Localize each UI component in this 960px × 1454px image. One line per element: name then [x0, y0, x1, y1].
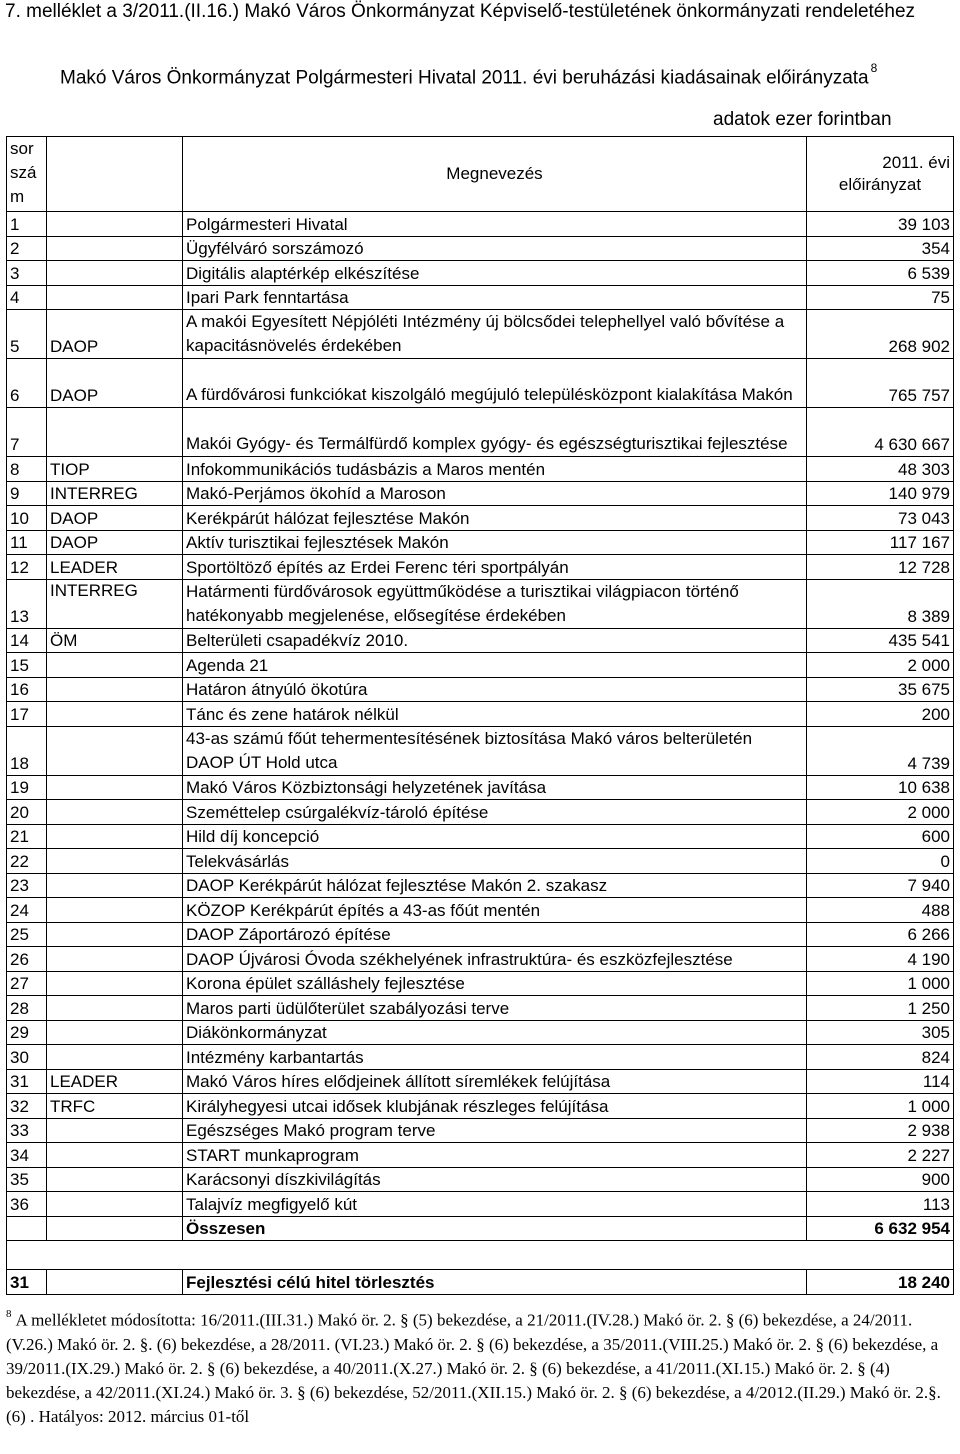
row-amount: 6 266 — [807, 922, 954, 947]
row-number: 33 — [7, 1118, 47, 1143]
row-name: Infokommunikációs tudásbázis a Maros mentén — [183, 457, 807, 482]
row-name: KÖZOP Kerékpárút építés a 43-as főút mentén — [183, 898, 807, 923]
row-program-code — [47, 1118, 183, 1143]
row-program-code — [47, 285, 183, 310]
row-number: 3 — [7, 261, 47, 286]
loan-amount: 18 240 — [807, 1270, 954, 1295]
row-name: 43-as számú főút tehermentesítésének biztosítása Makó város belterületén DAOP ÚT Hold utca — [183, 726, 807, 775]
row-number: 32 — [7, 1094, 47, 1119]
total-code-cell — [47, 1216, 183, 1241]
table-row — [7, 653, 954, 678]
row-amount: 8 389 — [807, 579, 954, 628]
row-program-code — [47, 1167, 183, 1192]
row-amount: 12 728 — [807, 555, 954, 580]
row-amount: 1 000 — [807, 1094, 954, 1119]
table-row — [7, 285, 954, 310]
row-number: 22 — [7, 849, 47, 874]
row-number: 5 — [7, 310, 47, 359]
row-name: DAOP Kerékpárút hálózat fejlesztése Makón 2. szakasz — [183, 873, 807, 898]
table-row — [7, 555, 954, 580]
row-program-code — [47, 1192, 183, 1217]
row-amount: 354 — [807, 236, 954, 261]
header-code-cell — [47, 137, 183, 212]
row-number: 2 — [7, 236, 47, 261]
table-row — [7, 1020, 954, 1045]
table-row — [7, 971, 954, 996]
total-number-cell — [7, 1216, 47, 1241]
row-name: Sportöltöző építés az Erdei Ferenc téri sportpályán — [183, 555, 807, 580]
row-name: Makói Gyógy- és Termálfürdő komplex gyógy- és egészségturisztikai fejlesztése — [183, 408, 807, 457]
row-name: Ipari Park fenntartása — [183, 285, 807, 310]
row-program-code — [47, 971, 183, 996]
row-number: 9 — [7, 481, 47, 506]
row-program-code: DAOP — [47, 310, 183, 359]
row-number: 27 — [7, 971, 47, 996]
header-amount — [807, 137, 954, 212]
document-title-text: Makó Város Önkormányzat Polgármesteri Hivatal 2011. évi beruházási kiadásainak előirányzata — [60, 67, 869, 89]
table-row — [7, 677, 954, 702]
row-name: Királyhegyesi utcai idősek klubjának részleges felújítása — [183, 1094, 807, 1119]
row-program-code — [47, 236, 183, 261]
footnote — [6, 1304, 954, 1429]
loan-repayment-row — [7, 1270, 954, 1295]
table-row — [7, 236, 954, 261]
row-amount: 39 103 — [807, 212, 954, 237]
row-number: 11 — [7, 530, 47, 555]
row-number: 24 — [7, 898, 47, 923]
row-number: 36 — [7, 1192, 47, 1217]
row-number: 14 — [7, 628, 47, 653]
row-number: 6 — [7, 359, 47, 408]
footnote-text: A mellékletet módosította: 16/2011.(III.31.) Makó ör. 2. § (5) bekezdése, a 21/2011.(IV.28.) Makó ör. 2. § (6) bekezdése, a 24/2011.(V.26.) Makó ör. 2. §. (6) bekezdése, a 28/2011. (VI.23.) Makó ör. 2. § (6) bekezdése, a 35/2011.(VIII.25.) Makó ör. 2. § (6) bekezdése, a 39/2011.(IX.29.) Makó ör. 2. § (6) bekezdése, a 40/2011.(X.27.) Makó ör. 2. § (6) bekezdése, a 41/2011.(XI.15.) Makó ör. 2. § (4) bekezdése, a 42/2011.(XI.24.) Makó ör. 3. § (6) bekezdése, 52/2011.(XII.15.) Makó ör. 2. § (6) bekezdése, a 4/2012.(II.29.) Makó ör. 2.§. (6) . Hatályos: 2012. március 01-től — [6, 1310, 941, 1426]
row-name: DAOP Újvárosi Óvoda székhelyének infrastruktúra- és eszközfejlesztése — [183, 947, 807, 972]
row-amount: 824 — [807, 1045, 954, 1070]
row-number: 31 — [7, 1069, 47, 1094]
row-amount: 4 630 667 — [807, 408, 954, 457]
row-program-code — [47, 849, 183, 874]
row-amount: 435 541 — [807, 628, 954, 653]
row-amount: 0 — [807, 849, 954, 874]
row-amount: 7 940 — [807, 873, 954, 898]
table-row — [7, 457, 954, 482]
document-title — [60, 60, 877, 90]
row-program-code: DAOP — [47, 506, 183, 531]
row-number: 28 — [7, 996, 47, 1021]
row-name: Intézmény karbantartás — [183, 1045, 807, 1070]
row-program-code — [47, 1045, 183, 1070]
row-amount: 1 000 — [807, 971, 954, 996]
row-name: Polgármesteri Hivatal — [183, 212, 807, 237]
row-amount: 2 000 — [807, 800, 954, 825]
row-name: Egészséges Makó program terve — [183, 1118, 807, 1143]
row-name: Hild díj koncepció — [183, 824, 807, 849]
row-amount: 6 539 — [807, 261, 954, 286]
row-program-code — [47, 922, 183, 947]
spacer-row — [7, 1241, 954, 1270]
row-program-code — [47, 873, 183, 898]
table-row — [7, 1094, 954, 1119]
table-row — [7, 947, 954, 972]
row-program-code: LEADER — [47, 1069, 183, 1094]
loan-label: Fejlesztési célú hitel törlesztés — [183, 1270, 807, 1295]
table-row — [7, 873, 954, 898]
row-number: 17 — [7, 702, 47, 727]
table-row — [7, 1045, 954, 1070]
row-number: 15 — [7, 653, 47, 678]
table-row — [7, 996, 954, 1021]
table-row — [7, 408, 954, 457]
row-name: Digitális alaptérkép elkészítése — [183, 261, 807, 286]
table-row — [7, 898, 954, 923]
row-number: 7 — [7, 408, 47, 457]
row-program-code — [47, 677, 183, 702]
row-amount: 113 — [807, 1192, 954, 1217]
row-program-code — [47, 1020, 183, 1045]
row-number: 12 — [7, 555, 47, 580]
row-number: 1 — [7, 212, 47, 237]
table-row — [7, 1143, 954, 1168]
row-program-code — [47, 653, 183, 678]
row-number: 35 — [7, 1167, 47, 1192]
row-name: A makói Egyesített Népjóléti Intézmény új bölcsődei telephellyel való bővítése a kapacitásnövelés érdekében — [183, 310, 807, 359]
row-program-code: DAOP — [47, 530, 183, 555]
row-number: 29 — [7, 1020, 47, 1045]
total-label: Összesen — [183, 1216, 807, 1241]
row-number: 19 — [7, 775, 47, 800]
row-amount: 2 938 — [807, 1118, 954, 1143]
table-row — [7, 849, 954, 874]
row-amount: 765 757 — [807, 359, 954, 408]
footnote-reference: 8 — [870, 61, 878, 75]
row-name: Makó-Perjámos ökohíd a Maroson — [183, 481, 807, 506]
row-amount: 305 — [807, 1020, 954, 1045]
row-name: Telekvásárlás — [183, 849, 807, 874]
row-amount: 10 638 — [807, 775, 954, 800]
row-amount: 2 227 — [807, 1143, 954, 1168]
row-name: DAOP Záportározó építése — [183, 922, 807, 947]
row-program-code — [47, 1143, 183, 1168]
row-program-code: TIOP — [47, 457, 183, 482]
row-program-code — [47, 947, 183, 972]
row-number: 21 — [7, 824, 47, 849]
row-program-code — [47, 212, 183, 237]
row-program-code — [47, 898, 183, 923]
row-amount: 117 167 — [807, 530, 954, 555]
table-row — [7, 1192, 954, 1217]
row-name: START munkaprogram — [183, 1143, 807, 1168]
table-row — [7, 481, 954, 506]
row-amount: 2 000 — [807, 653, 954, 678]
footnote-mark: 8 — [6, 1308, 12, 1320]
header-row-number: sor szá m — [7, 137, 47, 212]
table-row — [7, 702, 954, 727]
row-number: 8 — [7, 457, 47, 482]
row-number: 20 — [7, 800, 47, 825]
row-program-code — [47, 824, 183, 849]
row-program-code: TRFC — [47, 1094, 183, 1119]
row-name: Makó Város híres elődjeinek állított síremlékek felújítása — [183, 1069, 807, 1094]
row-amount: 48 303 — [807, 457, 954, 482]
row-amount: 488 — [807, 898, 954, 923]
annex-heading: 7. melléklet a 3/2011.(II.16.) Makó Város Önkormányzat Képviselő-testületének önkormányzati rendeletéhez — [5, 1, 916, 22]
table-header-row — [7, 137, 954, 212]
row-program-code — [47, 726, 183, 775]
row-program-code — [47, 996, 183, 1021]
row-number: 16 — [7, 677, 47, 702]
row-amount: 35 675 — [807, 677, 954, 702]
row-name: Kerékpárút hálózat fejlesztése Makón — [183, 506, 807, 531]
table-row — [7, 775, 954, 800]
row-program-code — [47, 775, 183, 800]
row-program-code: LEADER — [47, 555, 183, 580]
table-row — [7, 800, 954, 825]
row-name: Határmenti fürdővárosok együttműködése a turisztikai világpiacon történő hatékonyabb megjelenése, elősegítése érdekében — [183, 579, 807, 628]
row-amount: 73 043 — [807, 506, 954, 531]
row-number: 23 — [7, 873, 47, 898]
row-name: Agenda 21 — [183, 653, 807, 678]
table-row — [7, 1118, 954, 1143]
row-name: Szeméttelep csúrgalékvíz-tároló építése — [183, 800, 807, 825]
row-amount: 268 902 — [807, 310, 954, 359]
table-row — [7, 1069, 954, 1094]
row-program-code: INTERREG — [47, 481, 183, 506]
row-number: 26 — [7, 947, 47, 972]
row-amount: 1 250 — [807, 996, 954, 1021]
row-number: 13 — [7, 579, 47, 628]
row-amount: 200 — [807, 702, 954, 727]
table-row — [7, 1167, 954, 1192]
table-row — [7, 212, 954, 237]
row-name: A fürdővárosi funkciókat kiszolgáló megújuló településközpont kialakítása Makón — [183, 359, 807, 408]
row-name: Belterületi csapadékvíz 2010. — [183, 628, 807, 653]
row-amount: 4 190 — [807, 947, 954, 972]
table-row — [7, 726, 954, 775]
table-row — [7, 261, 954, 286]
row-name: Határon átnyúló ökotúra — [183, 677, 807, 702]
row-number: 18 — [7, 726, 47, 775]
header-amount-year: 2011. évi — [882, 153, 950, 172]
row-name: Aktív turisztikai fejlesztések Makón — [183, 530, 807, 555]
loan-row-number: 31 — [7, 1270, 47, 1295]
budget-table — [6, 136, 954, 1295]
table-row — [7, 922, 954, 947]
table-row — [7, 824, 954, 849]
row-number: 4 — [7, 285, 47, 310]
row-program-code: DAOP — [47, 359, 183, 408]
row-program-code — [47, 800, 183, 825]
row-name: Karácsonyi díszkivilágítás — [183, 1167, 807, 1192]
row-name: Korona épület szálláshely fejlesztése — [183, 971, 807, 996]
row-number: 10 — [7, 506, 47, 531]
row-program-code: INTERREG — [47, 579, 183, 628]
row-number: 25 — [7, 922, 47, 947]
row-name: Ügyfélváró sorszámozó — [183, 236, 807, 261]
row-amount: 114 — [807, 1069, 954, 1094]
table-row — [7, 506, 954, 531]
unit-note: adatok ezer forintban — [713, 109, 892, 130]
row-name: Diákönkormányzat — [183, 1020, 807, 1045]
row-amount: 900 — [807, 1167, 954, 1192]
row-number: 34 — [7, 1143, 47, 1168]
row-program-code: ÖM — [47, 628, 183, 653]
spacer-cell — [7, 1241, 954, 1270]
row-name: Maros parti üdülőterület szabályozási terve — [183, 996, 807, 1021]
table-row — [7, 530, 954, 555]
row-number: 30 — [7, 1045, 47, 1070]
row-name: Tánc és zene határok nélkül — [183, 702, 807, 727]
row-amount: 140 979 — [807, 481, 954, 506]
row-amount: 600 — [807, 824, 954, 849]
row-program-code — [47, 261, 183, 286]
header-name: Megnevezés — [183, 137, 807, 212]
row-program-code — [47, 408, 183, 457]
header-amount-label: előirányzat — [838, 175, 922, 194]
row-amount: 4 739 — [807, 726, 954, 775]
table-row — [7, 579, 954, 628]
row-amount: 75 — [807, 285, 954, 310]
row-program-code — [47, 702, 183, 727]
total-row — [7, 1216, 954, 1241]
row-name: Talajvíz megfigyelő kút — [183, 1192, 807, 1217]
table-row — [7, 359, 954, 408]
table-row — [7, 628, 954, 653]
loan-code-cell — [47, 1270, 183, 1295]
row-name: Makó Város Közbiztonsági helyzetének javítása — [183, 775, 807, 800]
table-row — [7, 310, 954, 359]
total-amount: 6 632 954 — [807, 1216, 954, 1241]
